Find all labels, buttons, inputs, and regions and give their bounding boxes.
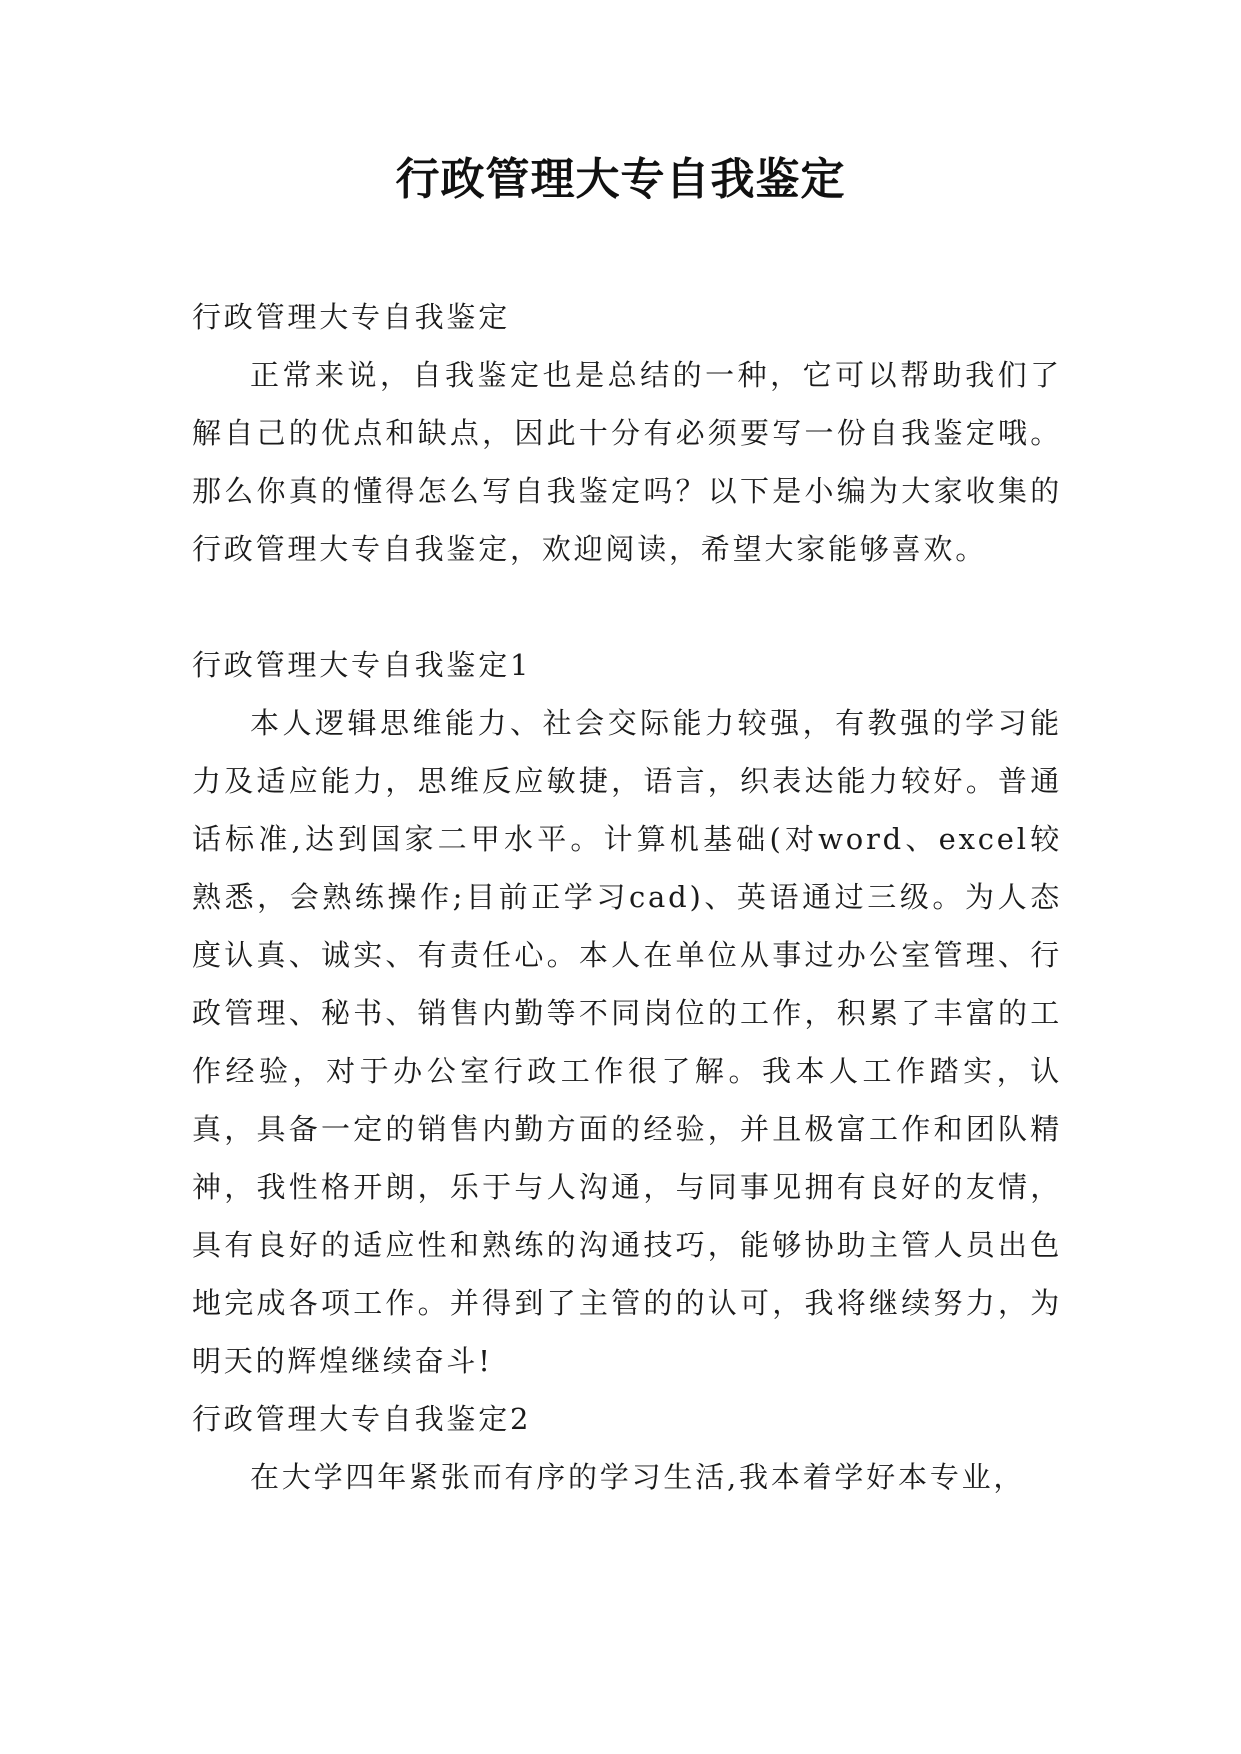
document-body	[192, 288, 1062, 1506]
section-heading-intro: 行政管理大专自我鉴定	[192, 300, 511, 334]
document-title: 行政管理大专自我鉴定	[395, 154, 846, 205]
section-heading-2: 行政管理大专自我鉴定2	[192, 1402, 532, 1436]
section-heading-1: 行政管理大专自我鉴定1	[192, 648, 532, 682]
section-paragraph-2: 在大学四年紧张而有序的学习生活,我本着学好本专业，	[250, 1460, 1026, 1494]
section-paragraph-1: 本人逻辑思维能力、社会交际能力较强，有教强的学习能力及适应能力，思维反应敏捷，语言，织表达能力较好。普通话标准,达到国家二甲水平。计算机基础(对word、excel较熟悉，会熟练操作;目前正学习cad)、英语通过三级。为人态度认真、诚实、有责任心。本人在单位从事过办公室管理、行政管理、秘书、销售内勤等不同岗位的工作，积累了丰富的工作经验，对于办公室行政工作很了解。我本人工作踏实，认真，具备一定的销售内勤方面的经验，并且极富工作和团队精神，我性格开朗，乐于与人沟通，与同事见拥有良好的友情，具有良好的适应性和熟练的沟通技巧，能够协助主管人员出色地完成各项工作。并得到了主管的的认可，我将继续努力，为明天的辉煌继续奋斗!	[192, 706, 1062, 1378]
section-spacer	[192, 578, 1062, 636]
section-paragraph-intro: 正常来说，自我鉴定也是总结的一种，它可以帮助我们了解自己的优点和缺点，因此十分有必须要写一份自我鉴定哦。那么你真的懂得怎么写自我鉴定吗？以下是小编为大家收集的行政管理大专自我鉴定，欢迎阅读，希望大家能够喜欢。	[192, 358, 1062, 566]
